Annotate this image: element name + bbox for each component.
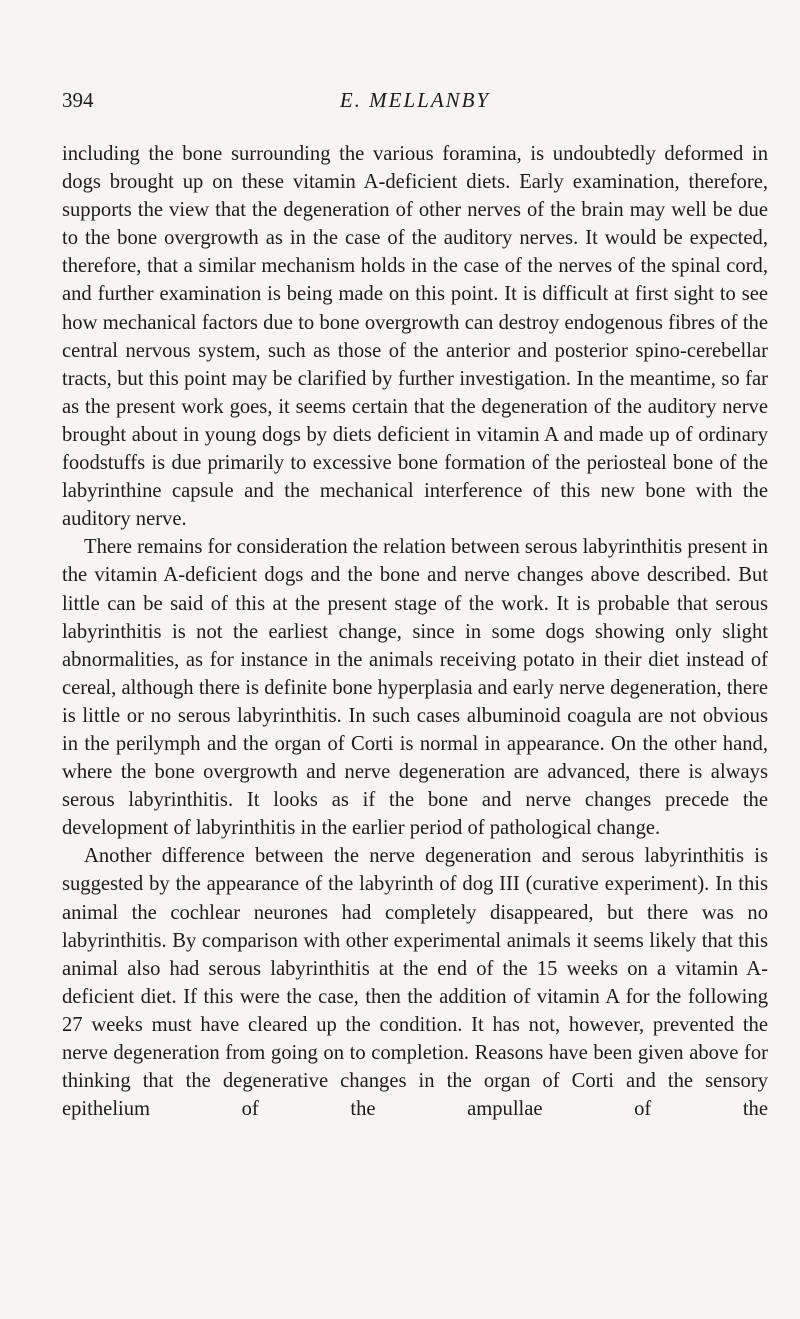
document-page <box>62 88 768 1123</box>
page-number: 394 <box>62 88 94 112</box>
body-text <box>62 140 768 1123</box>
paragraph-another-difference: Another difference between the nerve degeneration and serous labyrinthitis is suggested by the appearance of the labyrinth of dog III (curative experiment). In this animal the cochlear neurones had completely disappeared, but there was no labyrinthitis. By comparison with other experimental animals it seems likely that this animal also had serous labyrinthitis at the end of the 15 weeks on a vitamin A-deficient diet. If this were the case, then the addition of vitamin A for the following 27 weeks must have cleared up the condition. It has not, however, prevented the nerve degeneration from going on to completion. Reasons have been given above for thinking that the degenerative changes in the organ of Corti and the sensory epithelium of the ampullae of the <box>62 845 768 1121</box>
paragraph-continued: including the bone surrounding the various foramina, is undoubtedly deformed in dogs brought up on these vitamin A-deficient diets. Early examination, therefore, supports the view that the degeneration of other nerves of the brain may well be due to the bone overgrowth as in the case of the auditory nerves. It would be expected, therefore, that a similar mechanism holds in the case of the nerves of the spinal cord, and further examination is being made on this point. It is difficult at first sight to see how mechanical factors due to bone overgrowth can destroy endogenous fibres of the central nervous system, such as those of the anterior and posterior spino-cerebellar tracts, but this point may be clarified by further investigation. In the meantime, so far as the present work goes, it seems certain that the degeneration of the auditory nerve brought about in young dogs by diets deficient in vitamin A and made up of ordinary foodstuffs is due primarily to excessive bone formation of the periosteal bone of the labyrinthine capsule and the mechanical interference of this new bone with the auditory nerve. <box>62 143 768 531</box>
running-head-title: E. MELLANBY <box>339 88 491 112</box>
running-head <box>62 88 768 126</box>
paragraph-serous-labyrinthitis: There remains for consideration the relation between serous labyrinthitis present in the vitamin A-deficient dogs and the bone and nerve changes above described. But little can be said of this at the present stage of the work. It is probable that serous labyrinthitis is not the earliest change, since in some dogs showing only slight abnormalities, as for instance in the animals receiving potato in their diet instead of cereal, although there is definite bone hyperplasia and early nerve degeneration, there is little or no serous labyrinthitis. In such cases albuminoid coagula are not obvious in the perilymph and the organ of Corti is normal in appearance. On the other hand, where the bone overgrowth and nerve degeneration are advanced, there is always serous labyrinthitis. It looks as if the bone and nerve changes precede the development of labyrinthitis in the earlier period of pathological change. <box>62 536 768 840</box>
